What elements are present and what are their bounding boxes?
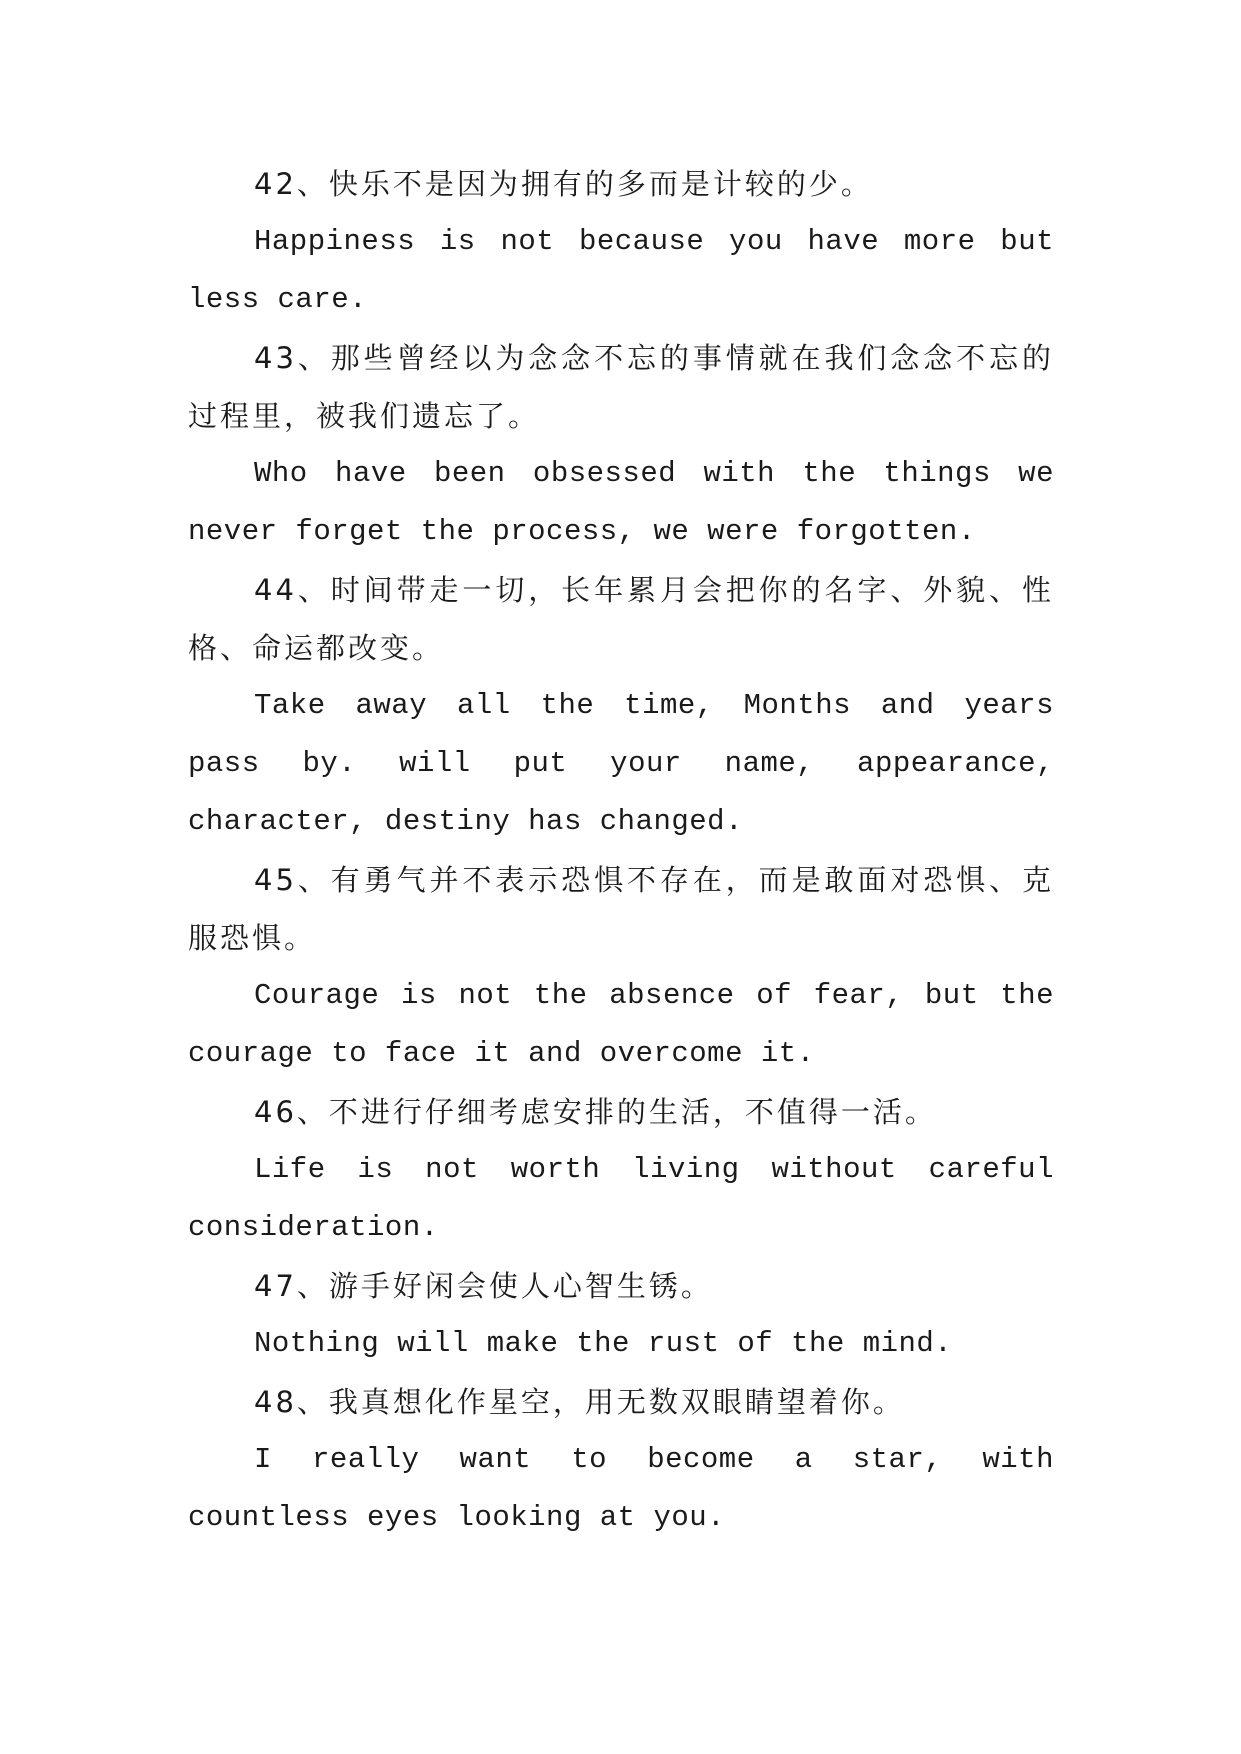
quote-44-english: Take away all the time, Months and years pass by. will put your name, appearance, character, destiny has changed. xyxy=(188,689,1054,838)
quote-47-chinese: 47、游手好闲会使人心智生锈。 xyxy=(254,1269,713,1303)
quote-45-chinese: 45、有勇气并不表示恐惧不存在，而是敢面对恐惧、克服恐惧。 xyxy=(188,863,1054,955)
quote-42-chinese: 42、快乐不是因为拥有的多而是计较的少。 xyxy=(254,167,873,201)
quote-48-english: I really want to become a star, with countless eyes looking at you. xyxy=(188,1443,1054,1534)
quote-42-english: Happiness is not because you have more but less care. xyxy=(188,225,1054,316)
quote-43-chinese: 43、那些曾经以为念念不忘的事情就在我们念念不忘的过程里，被我们遗忘了。 xyxy=(188,341,1054,433)
quote-46-chinese: 46、不进行仔细考虑安排的生活，不值得一活。 xyxy=(254,1095,937,1129)
quote-46-english: Life is not worth living without careful consideration. xyxy=(188,1153,1054,1244)
quote-47-english: Nothing will make the rust of the mind. xyxy=(254,1327,953,1360)
document-page xyxy=(188,155,1054,1547)
quote-48-chinese: 48、我真想化作星空，用无数双眼睛望着你。 xyxy=(254,1385,905,1419)
quote-43-english: Who have been obsessed with the things we never forget the process, we were forgotten. xyxy=(188,457,1054,548)
quote-45-english: Courage is not the absence of fear, but the courage to face it and overcome it. xyxy=(188,979,1054,1070)
quote-44-chinese: 44、时间带走一切，长年累月会把你的名字、外貌、性格、命运都改变。 xyxy=(188,573,1054,665)
